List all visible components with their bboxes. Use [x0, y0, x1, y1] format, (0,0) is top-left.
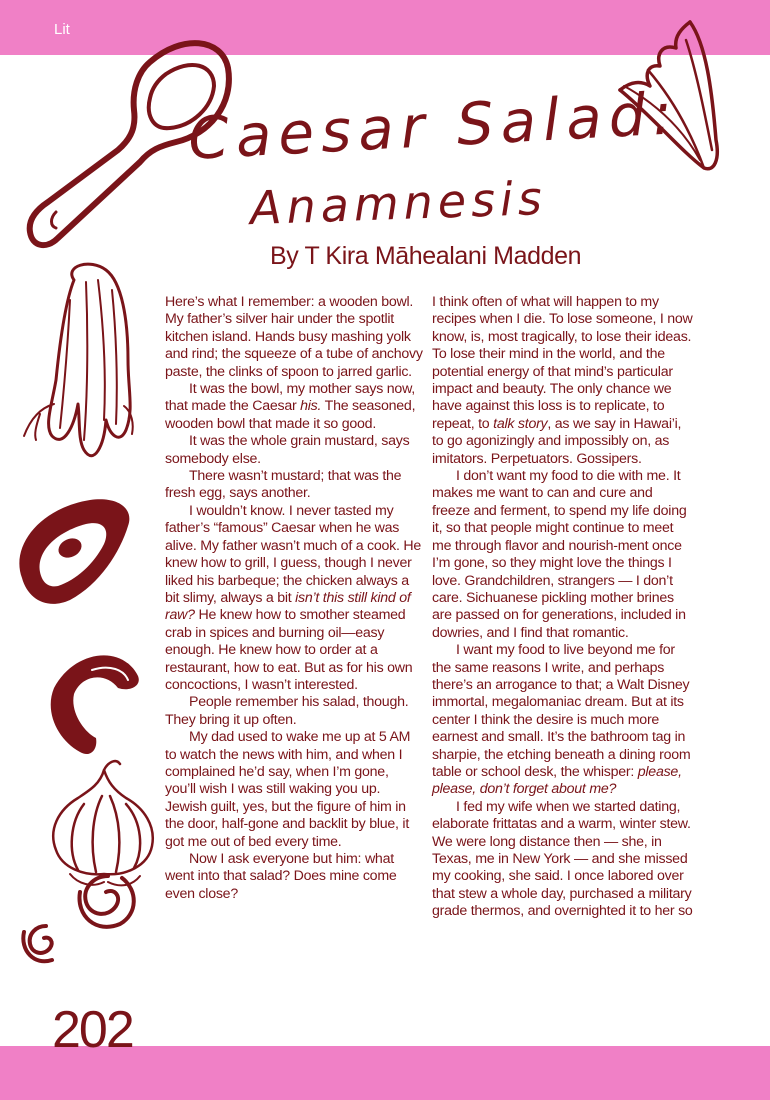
paragraph: Here’s what I remember: a wooden bowl. My father’s silver hair under the spotlit kitchen island. Hands busy mashing yolk and rind; the squeeze of a tube of anchovy paste, the clinks of spoon to jarred garlic.	[165, 294, 423, 380]
paragraph: Now I ask everyone but him: what went into that salad? Does mine come even close?	[165, 851, 397, 902]
paragraph: I want my food to live beyond me for the same reasons I write, and perhaps there’s an arrogance to that; a Walt Disney immortal, megalomaniac dream. But at its center I think the desire is much more earnest and small. It’s the bathroom tag in sharpie, the etching beneath a dining room table or school desk, the whisper: please, please, don’t forget about me?	[432, 642, 691, 798]
paragraph: I fed my wife when we started dating, elaborate frittatas and a warm, winter stew. We were long distance then — she, in Texas, me in New York — and she missed my cooking, she said. I once labored over that stew a whole day, purchased a military grade thermos, and overnighted it to her so	[432, 798, 693, 920]
paragraph: My dad used to wake me up at 5 AM to watch the news with him, and when I complained he’d say, when I’m gone, you’ll wish I was still waking you up. Jewish guilt, yes, but the figure of him in the door, half-gone and backlit by blue, it got me out of bed every time.	[165, 729, 411, 850]
article-title-line-1: Caesar Salad:	[186, 79, 681, 173]
paragraph: I think often of what will happen to my recipes when I die. To lose someone, I now know, is, most tragically, to lose their ideas. To lose their mind in the world, and the potential energy of that mind’s particular impact and beauty. The only chance we have against this loss is to replicate, to repeat, to talk story, as we say in Hawai’i, to go agonizingly and impossibly on, as imitators. Perpetuators. Gossipers.	[432, 294, 693, 467]
avocado-icon	[19, 499, 129, 604]
text-column-right	[432, 294, 694, 921]
garlic-bulb-icon	[53, 761, 153, 885]
lemon-rind-icon	[51, 655, 139, 754]
article-title-line-2: Anamnesis	[249, 170, 548, 236]
text-column-left	[165, 294, 423, 903]
paragraph: There wasn’t mustard; that was the fresh egg, says another.	[165, 468, 402, 502]
page-number: 202	[52, 1001, 133, 1059]
paragraph: It was the bowl, my mother says now, that made the Caesar his. The seasoned, wooden bowl that made it so good.	[165, 381, 416, 432]
section-label: Lit	[54, 21, 70, 38]
paragraph: It was the whole grain mustard, says somebody else.	[165, 433, 410, 467]
paragraph: I don’t want my food to die with me. It makes me want to can and cure and freeze and ferment, to spend my life doing it, so that people might continue to meet me through flavor and nourish-ment once I’m gone, so they might love the things I love. Grandchildren, strangers — I don’t care. Sichuanese pickling mother brines are passed on for generations, included in dowries, and I find that romantic.	[432, 468, 687, 641]
anchovy-bundle-icon	[24, 264, 133, 456]
swirl-icon	[23, 876, 133, 961]
byline: By T Kira Māhealani Madden	[270, 242, 582, 270]
paragraph: People remember his salad, though. They bring it up often.	[165, 694, 409, 728]
paragraph: I wouldn’t know. I never tasted my father’s “famous” Caesar when he was alive. My father wasn’t much of a cook. He knew how to grill, I guess, though I never liked his barbeque; the chicken always a bit slimy, always a bit isn’t this still kind of raw? He knew how to smother steamed crab in spices and burning oil—easy enough. He knew how to order at a restaurant, how to eat. But as for his own concoctions, I wasn’t interested.	[165, 502, 422, 693]
